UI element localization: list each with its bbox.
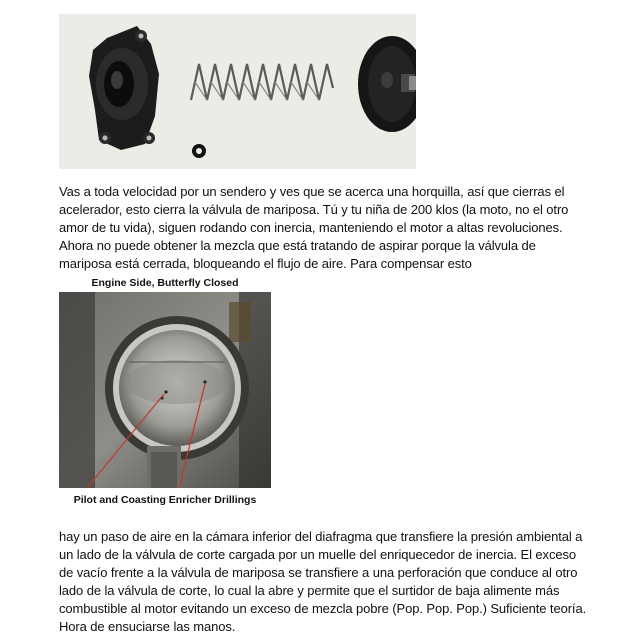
parts-photo <box>59 14 416 169</box>
o-ring-part <box>192 144 206 158</box>
intro-paragraph: Vas a toda velocidad por un sendero y ves que se acerca una horquilla, así que cierras el acelerador, esto cierra la válvula de mariposa. Tú y tu niña de 200 klos (la moto, no el otro amor de tu vida), siguen rodando con inercia, manteniendo el motor a altas revoluciones. Ahora no puede obtener la mezcla que está tratando de aspirar porque la válvula de mariposa está cerrada, bloqueando el flujo de aire. Para compensar esto <box>59 184 569 271</box>
parts-illustration <box>59 14 416 169</box>
throttle-photo-caption-bottom: Pilot and Coasting Enricher Drillings <box>73 494 257 506</box>
throttle-photo-caption-top: Engine Side, Butterfly Closed <box>91 277 239 289</box>
throttle-body-illustration <box>59 292 271 488</box>
diaphragm-cover-part <box>89 26 159 150</box>
throttle-body-photo <box>59 292 271 488</box>
explanation-paragraph: hay un paso de aire en la cámara inferior del diafragma que transfiere la presión ambiental a un lado de la válvula de corte cargada por un muelle del enriquecedor de inercia. El exceso de vacío frente a la válvula de mariposa se transfiere a una perforación que conduce al otro lado de la válvula de corte, lo cual la abre y permite que el surtidor de baja alimente más combustible al motor evitando un exceso de mezcla pobre (Pop. Pop. Pop.) Suficiente teoría. Hora de ensuciarse las manos. <box>59 529 587 634</box>
